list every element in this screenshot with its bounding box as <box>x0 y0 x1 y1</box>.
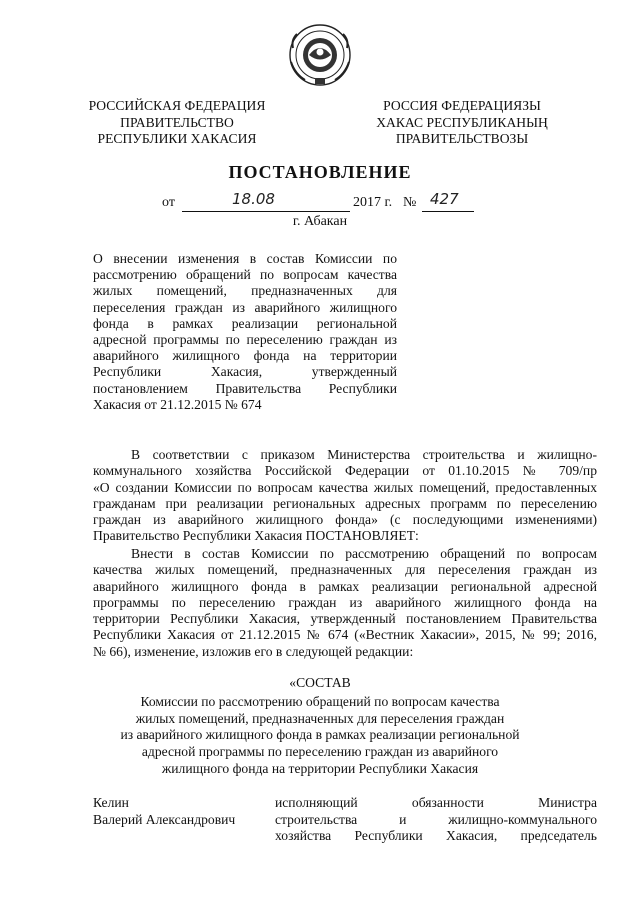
subject-line: аварийного жилищного фонда на территории <box>93 348 397 364</box>
subject-line: О внесении изменения в состав Комиссии по <box>93 251 397 266</box>
paragraph-line: Республики Хакасия от 21.12.2015 № 674 («Вестник Хакасии», 2015, № 99; 2016, <box>93 627 597 643</box>
member-role <box>275 795 597 845</box>
member-role-line: строительства и жилищно-коммунального <box>275 811 597 827</box>
header-khakas <box>362 98 562 148</box>
header-khakas-line: ХАКАС РЕСПУБЛИКАНЫҢ <box>376 114 548 130</box>
paragraph-preamble <box>93 447 597 545</box>
member-role-line: исполняющий обязанности Министра <box>275 795 597 810</box>
paragraph-line: качества жилых помещений, предназначенных для переселения граждан из <box>93 562 597 578</box>
composition-line: жилых помещений, предназначенных для переселения граждан <box>135 710 505 726</box>
number-sign: № <box>403 195 417 210</box>
document-subject <box>93 251 397 413</box>
paragraph-line: программы по переселению граждан из аварийного жилищного фонда на <box>93 594 597 610</box>
paragraph-line: В соответствии с приказом Министерства строительства и жилищно- <box>131 447 597 462</box>
paragraph-resolution <box>93 546 597 660</box>
composition-heading-block <box>0 675 640 778</box>
member-name-line: Келин <box>93 795 129 810</box>
paragraph-line: гражданам при реализации региональных адресных программ по переселению <box>93 495 597 511</box>
composition-line: адресной программы по переселению граждан из аварийного <box>141 744 499 760</box>
subject-line: постановлением Правительства Республики <box>93 380 397 396</box>
document-title: ПОСТАНОВЛЕНИЕ <box>228 162 412 182</box>
paragraph-line: коммунального хозяйства Российской Федерации от 01.10.2015 № 709/пр <box>93 463 597 479</box>
composition-line: жилищного фонда на территории Республики Хакасия <box>161 760 479 776</box>
subject-line: Республики Хакасия, утвержденный <box>93 364 397 380</box>
header-khakas-line: РОССИЯ ФЕДЕРАЦИЯЗЫ <box>383 98 541 113</box>
paragraph-line: аварийного жилищного фонда в рамках реализации региональной адресной <box>93 578 597 594</box>
subject-line: жилых помещений, предназначенных для <box>93 283 397 299</box>
subject-line: адресной программы по переселению граждан из <box>93 332 397 348</box>
handwritten-number: 427 <box>430 190 459 208</box>
composition-line: из аварийного жилищного фонда в рамках реализации региональной <box>120 727 520 743</box>
member-name <box>93 795 235 828</box>
city: г. Абакан <box>292 214 348 229</box>
paragraph-line: Внести в состав Комиссии по рассмотрению обращений по вопросам <box>131 546 597 561</box>
date-prefix: от <box>162 195 175 210</box>
paragraph-line: территории Республики Хакасия, утвержденный постановлением Правительства <box>93 611 597 627</box>
composition-line: Комиссии по рассмотрению обращений по вопросам качества <box>140 693 500 709</box>
paragraph-line: Правительство Республики Хакасия ПОСТАНОВЛЯЕТ: <box>93 528 419 544</box>
member-name-line: Валерий Александрович <box>93 811 236 827</box>
header-ru-line: РОССИЙСКАЯ ФЕДЕРАЦИЯ <box>88 98 266 113</box>
subject-line: рассмотрению обращений по вопросам качества <box>93 267 397 283</box>
subject-line: фонда в рамках реализации региональной <box>93 315 397 331</box>
handwritten-date: 18.08 <box>232 190 275 208</box>
paragraph-line: «О создании Комиссии по вопросам качества жилых помещений, предоставленных <box>93 479 597 495</box>
subject-line: Хакасия от 21.12.2015 № 674 <box>93 396 262 412</box>
header-ru-line: ПРАВИТЕЛЬСТВО <box>120 114 234 130</box>
paragraph-line: № 66), изменение, изложив его в следующей редакции: <box>93 643 414 659</box>
coat-of-arms-emblem <box>285 22 355 88</box>
header-ru <box>72 98 282 148</box>
composition-title: «СОСТАВ <box>289 675 351 690</box>
paragraph-line: граждан из аварийного жилищного фонда» (с последующими изменениями) <box>93 512 597 528</box>
subject-line: переселения граждан из аварийного жилищного <box>93 299 397 315</box>
year-text: 2017 г. <box>353 195 393 210</box>
header-khakas-line: ПРАВИТЕЛЬСТВОЗЫ <box>395 131 529 146</box>
member-role-line: хозяйства Республики Хакасия, председатель <box>275 828 597 843</box>
header-ru-line: РЕСПУБЛИКИ ХАКАСИЯ <box>97 131 257 146</box>
